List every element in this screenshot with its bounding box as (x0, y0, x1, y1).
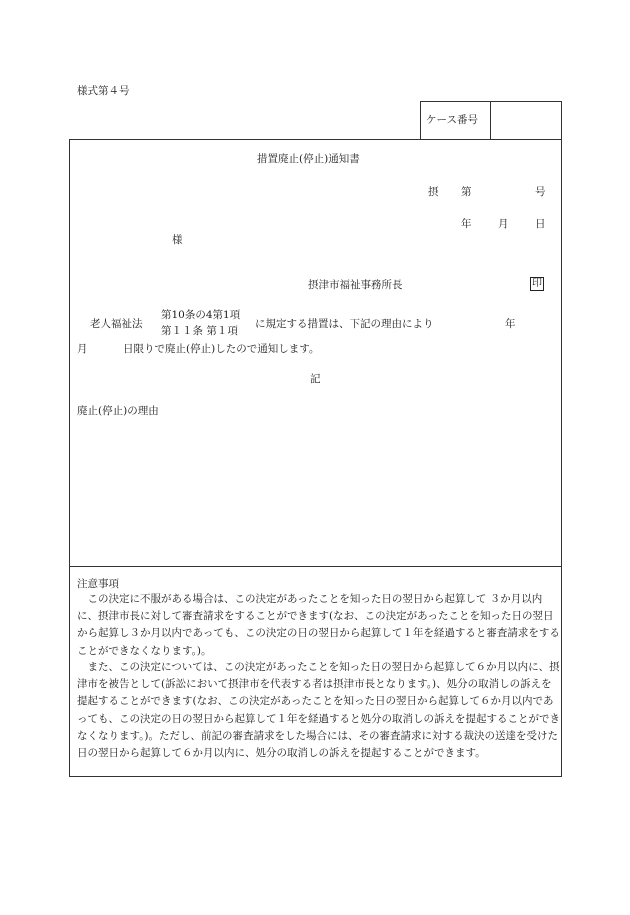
body-line2-text: 日限りで廃止(停止)したので通知します。 (123, 343, 320, 355)
date-day: 日 (535, 218, 546, 230)
addressee-suffix: 様 (172, 234, 183, 246)
case-number-label: ケース番号 (426, 114, 478, 126)
article-option-1: 第10条の4第1項 (161, 309, 241, 321)
doc-number-dai: 第 (461, 186, 472, 198)
doc-number-prefix: 摂 (428, 186, 439, 198)
case-number-divider (490, 101, 491, 140)
body-line2-month: 月 (77, 343, 88, 355)
notes-paragraph-1: この決定に不服がある場合は、この決定があったことを知った日の翌日から起算して ３か月以内に、摂津市長に対して審査請求をすることができます(なお、この決定があったことを知った日の翌日から起算し３か月以内であっても、この決定の日の翌日から起算して１年を経過すると審査請求をすることができなくなります。)。 (77, 593, 560, 657)
sender-name: 摂津市福祉事務所長 (308, 279, 403, 291)
document-title: 措置廃止(停止)通知書 (257, 153, 360, 165)
notes-heading: 注意事項 (77, 578, 119, 590)
law-name: 老人福祉法 (90, 318, 143, 330)
notes-paragraph-2: また、この決定については、この決定があったことを知った日の翌日から起算して６か月以内に、摂津市を被告として(訴訟において摂津市を代表する者は摂津市長となります。)、処分の取消しの訴えを提起することができます(なお、この決定があったことを知った日の翌日から起算して６か月以内であっても、この決定の日の翌日から起算して１年を経過すると処分の取消しの訴えを提起することができなくなります。)。ただし、前記の審査請求をした場合には、その審査請求に対する裁決の送達を受けた日の翌日から起算して６か月以内に、処分の取消しの訴えを提起することができます。 (77, 661, 560, 760)
form-number: 様式第４号 (77, 85, 130, 97)
date-month: 月 (498, 218, 509, 230)
ki-heading: 記 (310, 373, 321, 385)
doc-number-go: 号 (535, 186, 546, 198)
article-option-2: 第１１条 第１項 (161, 325, 238, 337)
body-line1-year: 年 (505, 318, 516, 330)
body-line1-text: に規定する措置は、下記の理由により (255, 318, 434, 330)
seal-mark: 印 (532, 278, 542, 289)
date-year: 年 (461, 218, 472, 230)
reason-label: 廃止(停止)の理由 (77, 405, 159, 417)
